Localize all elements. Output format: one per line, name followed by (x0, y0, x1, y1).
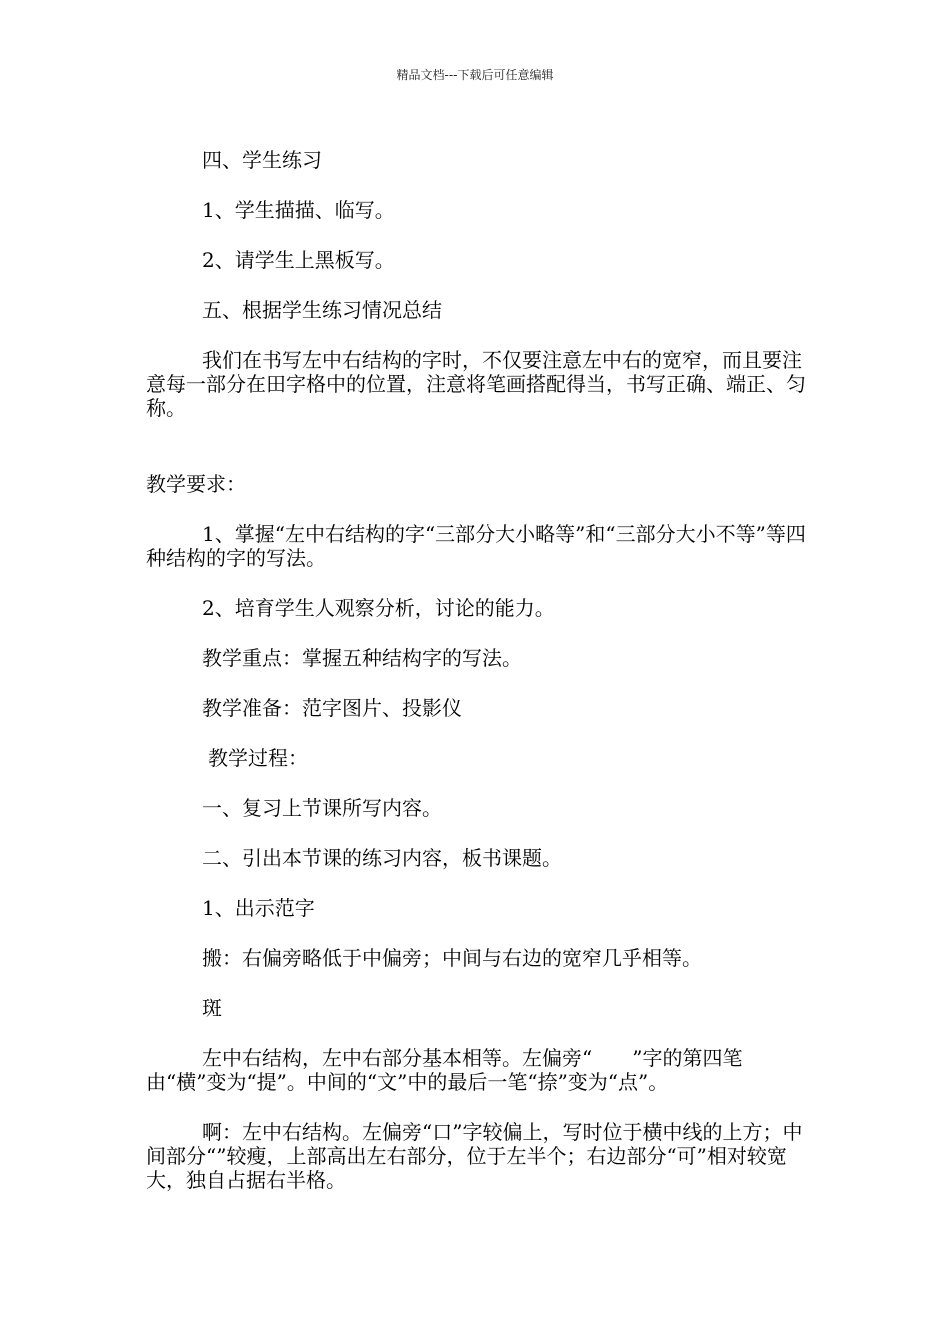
section-heading-summary: 五、根据学生练习情况总结 (202, 298, 442, 322)
process-step: 二、引出本节课的练习内容，板书课题。 (202, 846, 562, 870)
document-body (146, 148, 808, 1192)
section-heading-practice: 四、学生练习 (202, 148, 322, 172)
list-item: 2、请学生上黑板写。 (202, 248, 395, 272)
teaching-focus: 教学重点：掌握五种结构字的写法。 (202, 646, 522, 670)
example-description: 左中右结构，左中右部分基本相等。左偏旁“ ”字的第四笔由“横”变为“提”。中间的“文”中的最后一笔“捺”变为“点”。 (146, 1046, 743, 1094)
process-step: 1、出示范字 (202, 896, 315, 920)
example-character-a: 啊：左中右结构。左偏旁“口”字较偏上，写时位于横中线的上方；中间部分“”较瘦，上部高出左右部分，位于左半个；右边部分“可”相对较宽大，独自占据右半格。 (146, 1120, 803, 1192)
list-item: 1、学生描描、临写。 (202, 198, 395, 222)
summary-paragraph: 我们在书写左中右结构的字时，不仅要注意左中右的宽窄，而且要注意每一部分在田字格中的位置，注意将笔画搭配得当，书写正确、端正、匀称。 (146, 348, 806, 420)
requirement-item: 2、培育学生人观察分析，讨论的能力。 (202, 596, 555, 620)
page-header: 精品文档---下载后可任意编辑 (396, 68, 554, 82)
requirement-item: 1、掌握“左中右结构的字“三部分大小略等”和“三部分大小不等”等四种结构的字的写法。 (146, 522, 806, 570)
example-character-ban: 搬：右偏旁略低于中偏旁；中间与右边的宽窄几乎相等。 (202, 946, 702, 970)
teaching-preparation: 教学准备：范字图片、投影仪 (202, 696, 462, 720)
process-step: 一、复习上节课所写内容。 (202, 796, 442, 820)
section-heading-requirements: 教学要求： (146, 472, 246, 496)
section-heading-process: 教学过程： (208, 746, 308, 770)
example-character-ban2: 斑 (202, 996, 222, 1020)
